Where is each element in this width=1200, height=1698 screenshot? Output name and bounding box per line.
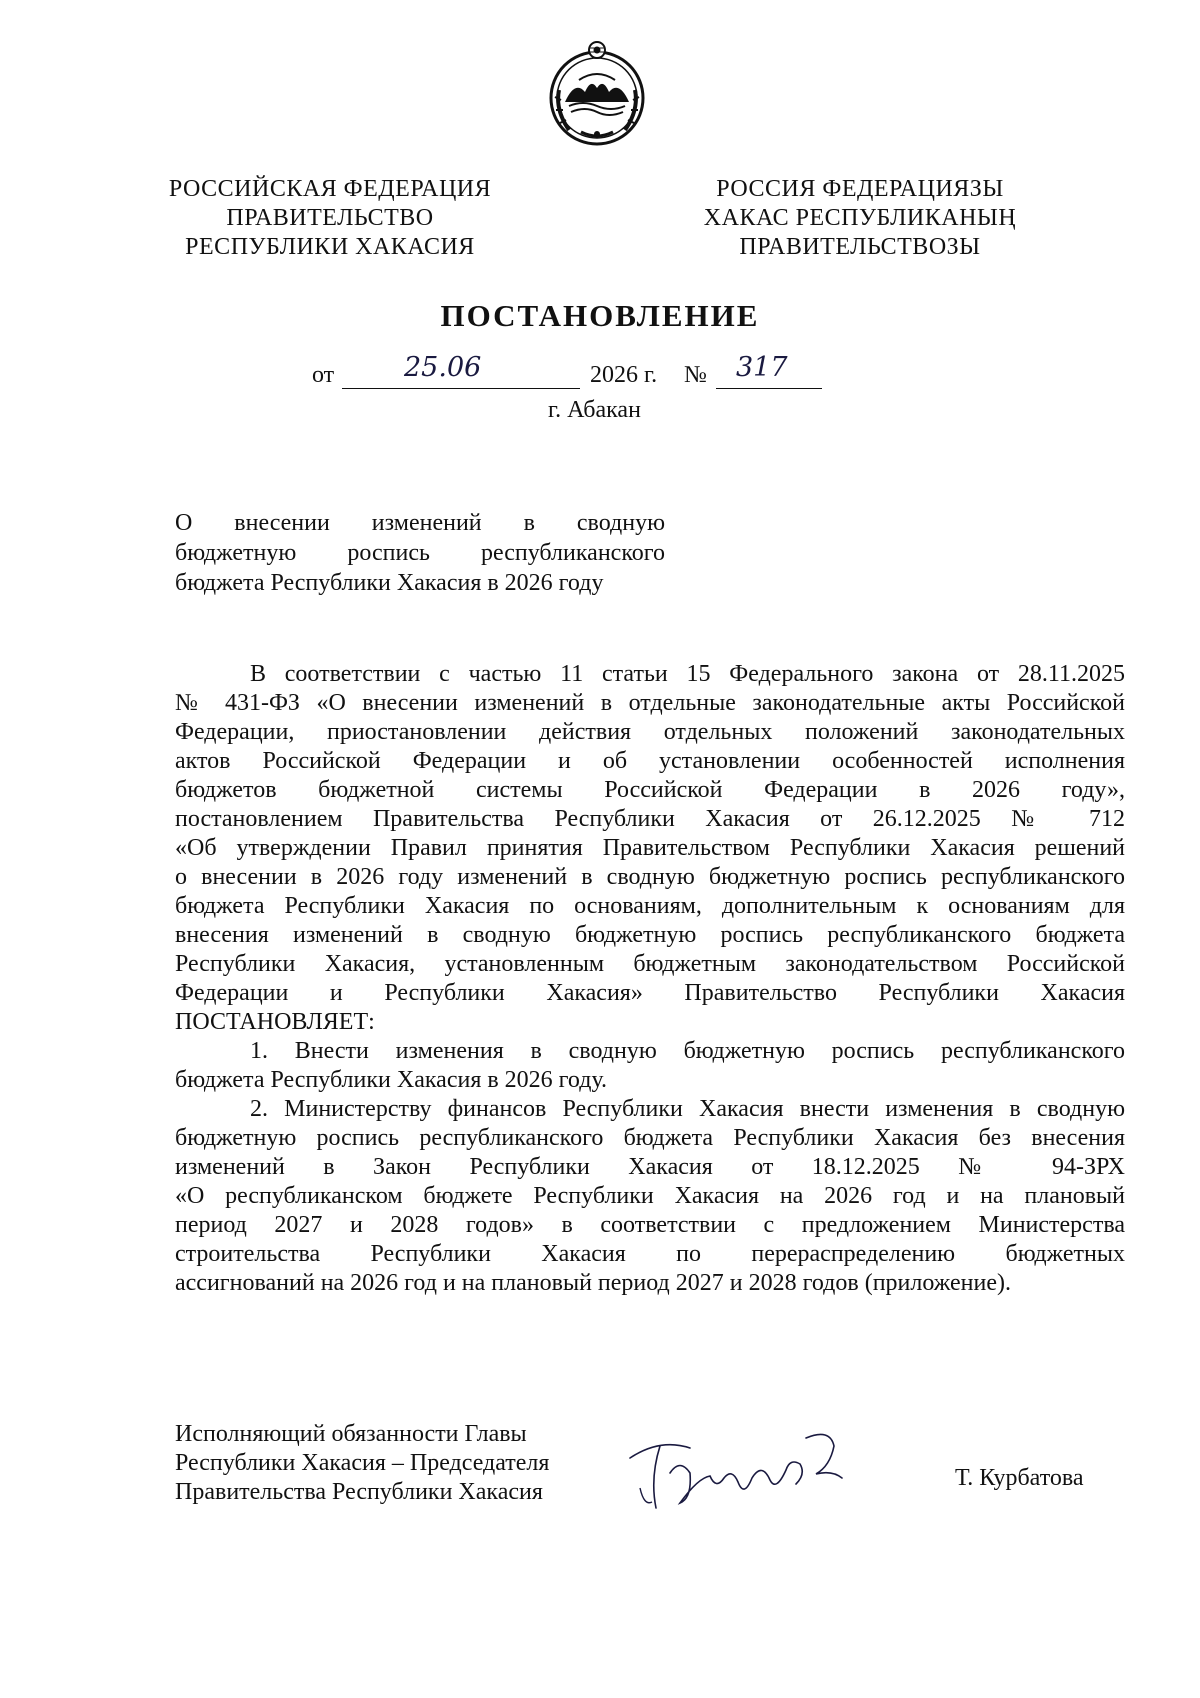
body-line: постановлением Правительства Республики Хакасия от 26.12.2025 № 712 bbox=[175, 806, 1125, 832]
body-line: 2. Министерству финансов Республики Хакасия внести изменения в сводную bbox=[250, 1096, 1125, 1122]
handwritten-signature bbox=[620, 1418, 870, 1538]
document-body bbox=[175, 660, 1125, 1298]
body-line: строительства Республики Хакасия по перераспределению бюджетных bbox=[175, 1241, 1125, 1267]
subject-line-1: О внесении изменений в сводную bbox=[175, 510, 665, 536]
body-line: бюджетов бюджетной системы Российской Федерации в 2026 году», bbox=[175, 777, 1125, 803]
header-russian bbox=[160, 175, 500, 262]
body-line: внесения изменений в сводную бюджетную роспись республиканского бюджета bbox=[175, 922, 1125, 948]
body-line: 1. Внести изменения в сводную бюджетную роспись республиканского bbox=[250, 1038, 1125, 1064]
body-line: бюджета Республики Хакасия по основаниям, дополнительным к основаниям для bbox=[175, 893, 1125, 919]
header-left-line-3: РЕСПУБЛИКИ ХАКАСИЯ bbox=[185, 234, 475, 260]
body-line: период 2027 и 2028 годов» в соответствии с предложением Министерства bbox=[175, 1212, 1125, 1238]
subject-line-3: бюджета Республики Хакасия в 2026 году bbox=[175, 570, 604, 596]
body-line: актов Российской Федерации и об установлении особенностей исполнения bbox=[175, 748, 1125, 774]
header-right-line-2: ХАКАС РЕСПУБЛИКАНЫҢ bbox=[703, 205, 1017, 231]
date-blank-line bbox=[342, 388, 580, 389]
body-line: «Об утверждении Правил принятия Правительством Республики Хакасия решений bbox=[175, 835, 1125, 861]
signatory-title-line-2: Республики Хакасия – Председателя bbox=[175, 1450, 550, 1476]
body-line: Федерации, приостановлении действия отдельных положений законодательных bbox=[175, 719, 1125, 745]
body-line: бюджетную роспись республиканского бюджета Республики Хакасия без внесения bbox=[175, 1125, 1125, 1151]
document-type-title: ПОСТАНОВЛЕНИЕ bbox=[440, 298, 760, 333]
body-line: № 431-ФЗ «О внесении изменений в отдельные законодательные акты Российской bbox=[175, 690, 1125, 716]
header-right-line-1: РОССИЯ ФЕДЕРАЦИЯЗЫ bbox=[716, 176, 1004, 202]
body-line: ПОСТАНОВЛЯЕТ: bbox=[175, 1009, 375, 1035]
body-line: В соответствии с частью 11 статьи 15 Федерального закона от 28.11.2025 bbox=[250, 661, 1125, 687]
date-prefix: от bbox=[312, 362, 335, 388]
city-label: г. Абакан bbox=[548, 397, 641, 423]
body-line: о внесении в 2026 году изменений в сводную бюджетную роспись республиканского bbox=[175, 864, 1125, 890]
body-line: ассигнований на 2026 год и на плановый период 2027 и 2028 годов (приложение). bbox=[175, 1270, 1012, 1296]
year-label: 2026 г. bbox=[590, 362, 658, 388]
header-khakas bbox=[680, 175, 1040, 262]
body-line: Республики Хакасия, установленным бюджетным законодательством Российской bbox=[175, 951, 1125, 977]
signatory-name: Т. Курбатова bbox=[955, 1465, 1084, 1491]
handwritten-date: 25.06 bbox=[404, 352, 482, 383]
document-subject bbox=[175, 508, 665, 598]
body-line: бюджета Республики Хакасия в 2026 году. bbox=[175, 1067, 608, 1093]
header-left-line-2: ПРАВИТЕЛЬСТВО bbox=[226, 205, 434, 231]
handwritten-number: 317 bbox=[736, 352, 788, 383]
coat-of-arms-emblem bbox=[545, 40, 649, 148]
header-left-line-1: РОССИЙСКАЯ ФЕДЕРАЦИЯ bbox=[168, 176, 492, 202]
body-line: изменений в Закон Республики Хакасия от 18.12.2025 № 94-ЗРХ bbox=[175, 1154, 1125, 1180]
header-right-line-3: ПРАВИТЕЛЬСТВОЗЫ bbox=[739, 234, 981, 260]
signatory-title-line-1: Исполняющий обязанности Главы bbox=[175, 1421, 527, 1447]
body-line: Федерации и Республики Хакасия» Правительство Республики Хакасия bbox=[175, 980, 1125, 1006]
signatory-title-line-3: Правительства Республики Хакасия bbox=[175, 1479, 543, 1505]
number-sign: № bbox=[684, 362, 707, 388]
body-line: «О республиканском бюджете Республики Хакасия на 2026 год и на плановый bbox=[175, 1183, 1125, 1209]
signatory-title bbox=[175, 1420, 549, 1507]
subject-line-2: бюджетную роспись республиканского bbox=[175, 540, 665, 566]
number-blank-line bbox=[716, 388, 822, 389]
